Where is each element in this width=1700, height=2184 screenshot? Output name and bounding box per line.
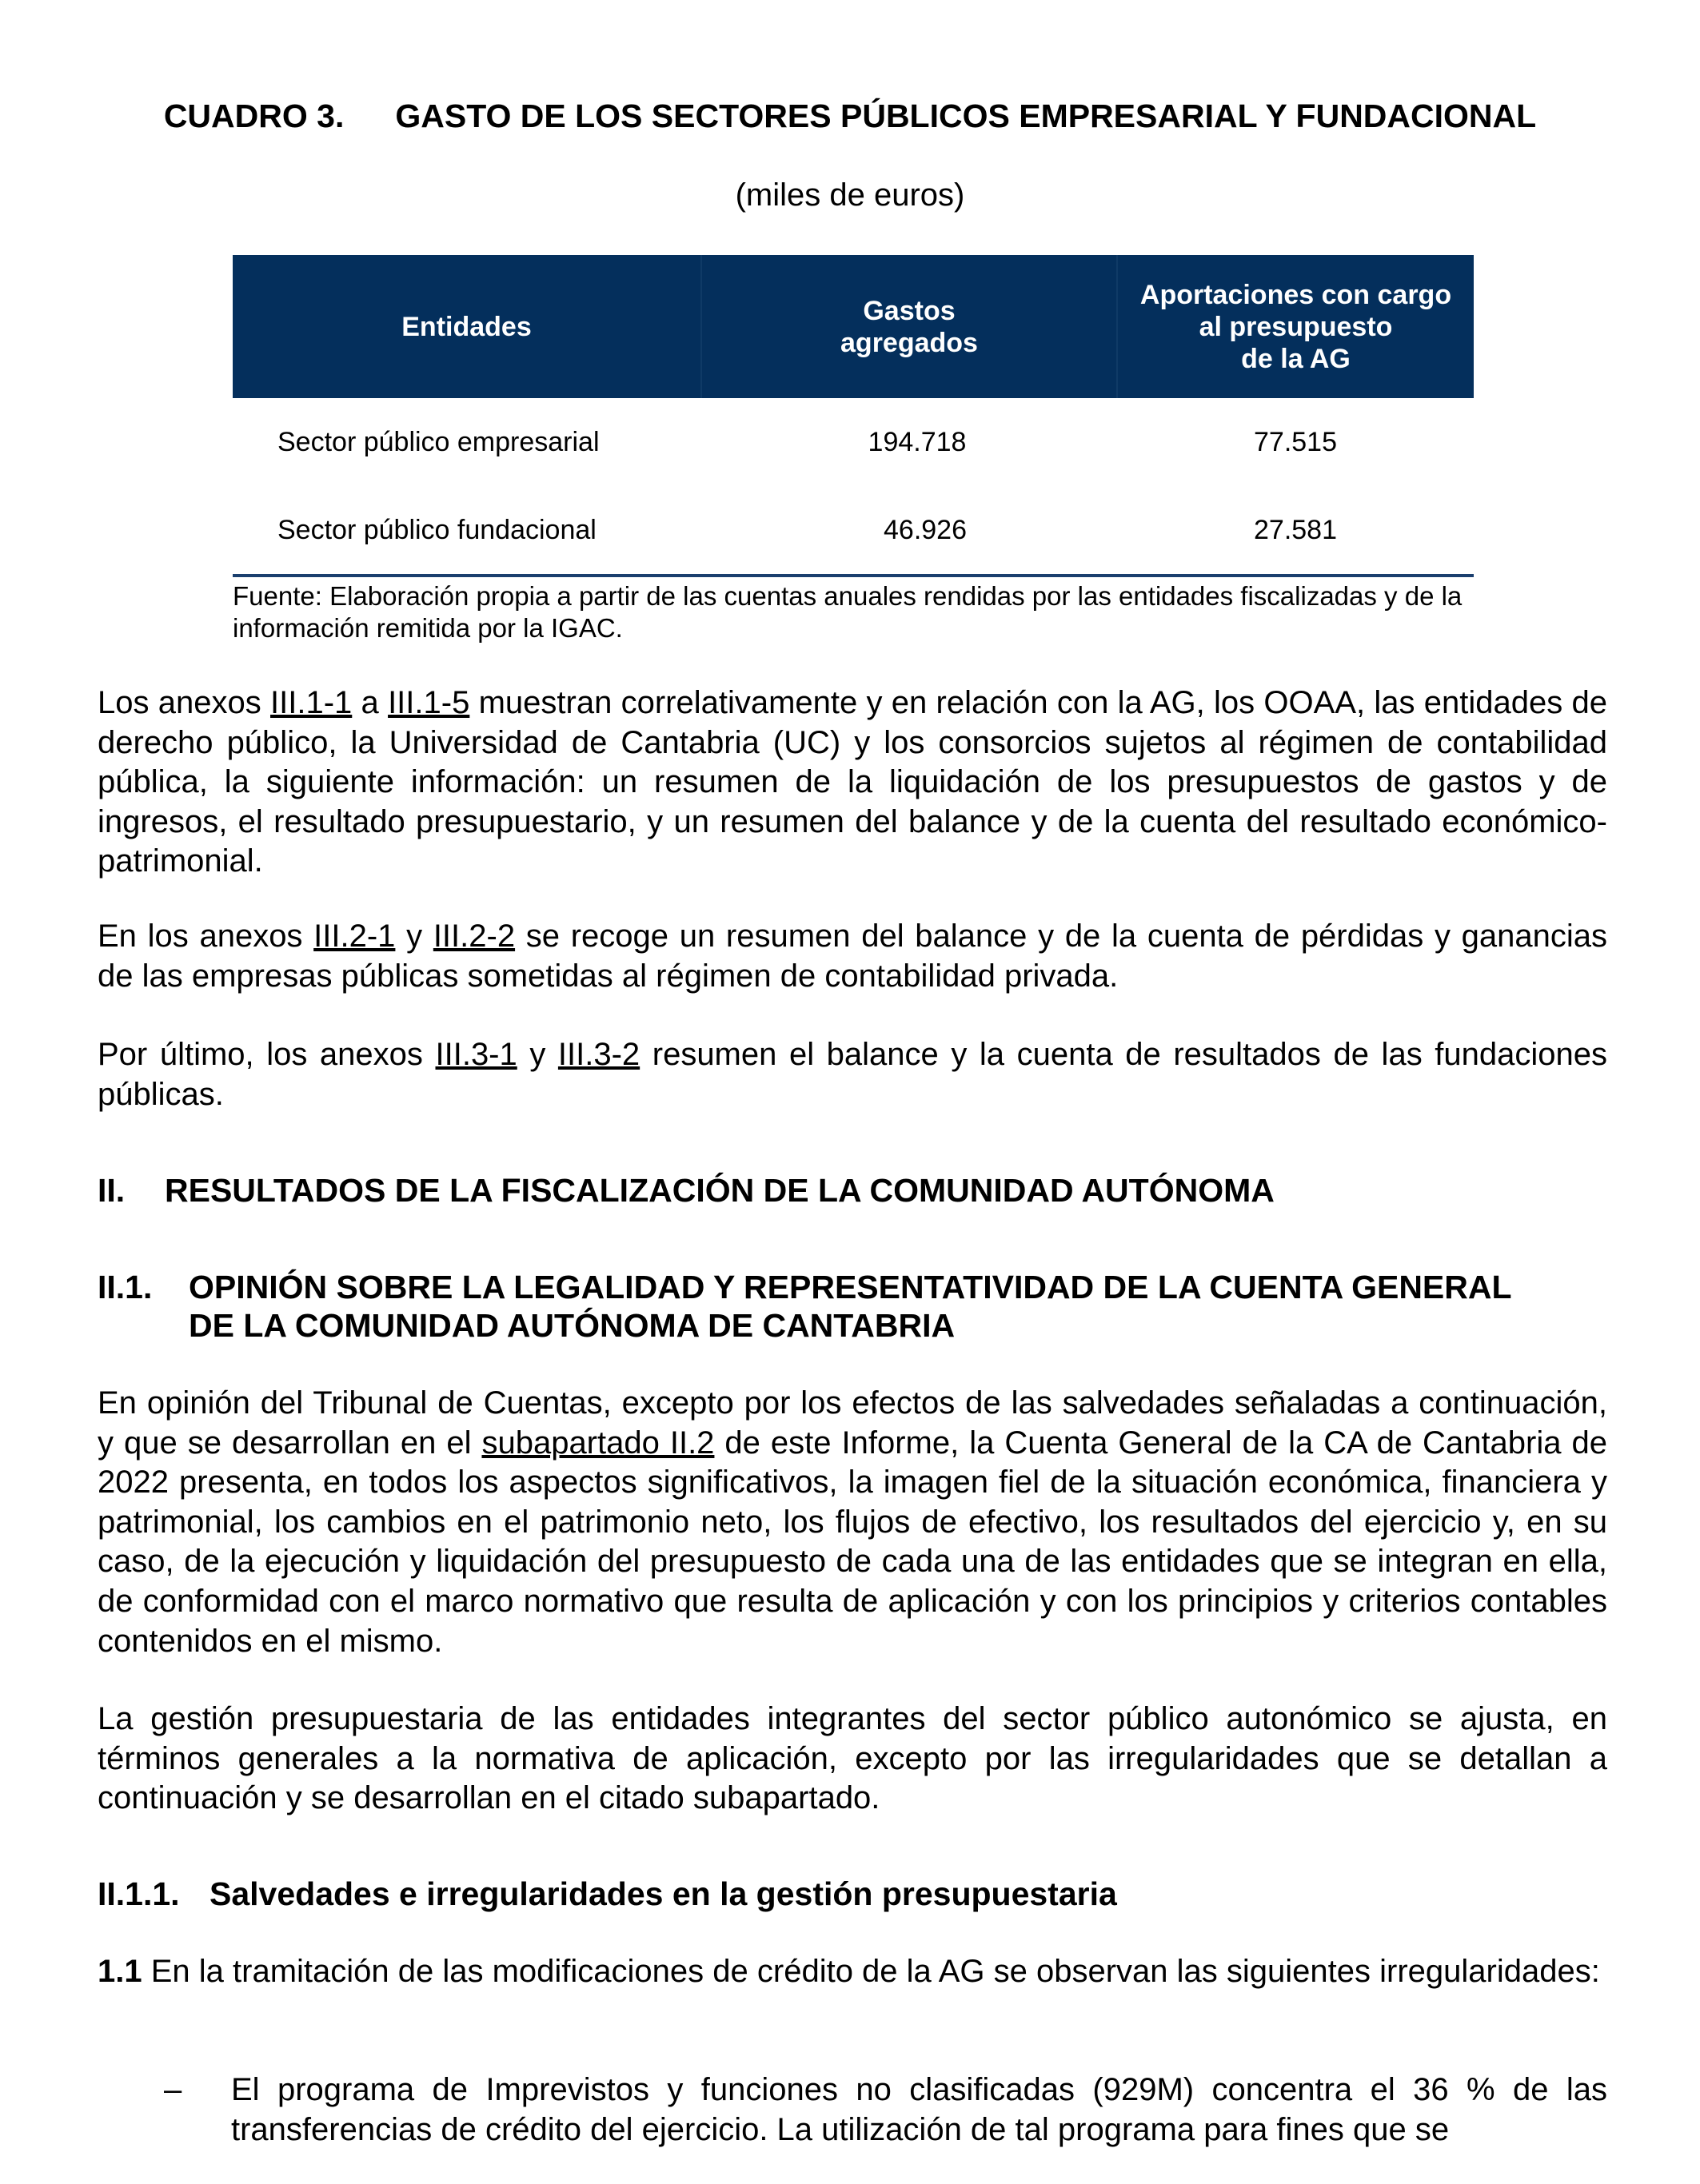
bullet-dash: – (164, 2072, 182, 2107)
text: y (517, 1037, 558, 1072)
heading-text: DE LA COMUNIDAD AUTÓNOMA DE CANTABRIA (189, 1307, 956, 1344)
table-title-text: GASTO DE LOS SECTORES PÚBLICOS EMPRESARIAL Y FUNDACIONAL (395, 98, 1537, 134)
text: Por último, los anexos (98, 1037, 436, 1072)
heading-number: II.1. (98, 1269, 153, 1305)
bullet-item: El programa de Imprevistos y funciones no clasificadas (929M) concentra el 36 % de las transferencias de crédito del ejercicio. La utilización de tal programa para fines que se (231, 2072, 1607, 2147)
text: En los anexos (98, 919, 314, 954)
cell-aportaciones: 27.581 (1117, 486, 1474, 576)
heading-section-ii (98, 1171, 1607, 1210)
header-line: Aportaciones con cargo (1139, 279, 1452, 310)
header-line: de la AG (1241, 343, 1351, 374)
paragraph-1-1 (98, 1952, 1607, 1992)
paragraph-annexes-2 (98, 917, 1607, 996)
text: se recoge un resumen del balance y de la cuenta de pérdidas y ganancias de las empresas públicas sometidas al régimen de contabilidad privada. (98, 919, 1608, 994)
heading-section-ii-1 (98, 1268, 1607, 1345)
cell-entity: Sector público fundacional (233, 486, 701, 576)
paragraph-annexes-3 (98, 1035, 1607, 1114)
table-units: (miles de euros) (735, 177, 965, 213)
link-annex-iii-1-5[interactable]: III.1-5 (388, 685, 470, 720)
heading-number: II. (98, 1172, 126, 1209)
link-annex-iii-3-2[interactable]: III.3-2 (557, 1037, 640, 1072)
heading-text: OPINIÓN SOBRE LA LEGALIDAD Y REPRESENTATIVIDAD DE LA CUENTA GENERAL (189, 1269, 1512, 1305)
heading-section-ii-1-1 (98, 1875, 1607, 1913)
link-annex-iii-2-1[interactable]: III.2-1 (313, 919, 396, 954)
item-number: 1.1 (98, 1954, 142, 1989)
table-header-row (233, 255, 1474, 398)
header-line: agregados (840, 327, 978, 358)
text: resumen el balance y la cuenta de resultados de las fundaciones públicas. (98, 1037, 1607, 1112)
paragraph-gestion: La gestión presupuestaria de las entidades integrantes del sector público autonómico se ajusta, en términos generales a la normativa de aplicación, excepto por las irregularidades que se detallan a continuación y se desarrollan en el citado subapartado. (98, 1701, 1607, 1816)
table-title (0, 98, 1700, 135)
expense-table (233, 255, 1474, 577)
link-annex-iii-2-2[interactable]: III.2-2 (433, 919, 516, 954)
link-annex-iii-1-1[interactable]: III.1-1 (270, 685, 353, 720)
heading-text: Salvedades e irregularidades en la gestión presupuestaria (210, 1875, 1117, 1912)
header-line: al presupuesto (1199, 311, 1393, 342)
header-entidades: Entidades (233, 255, 701, 398)
paragraph-opinion (98, 1384, 1607, 1661)
cell-aportaciones: 77.515 (1254, 426, 1337, 457)
text: y (395, 919, 433, 954)
header-line: Gastos (863, 295, 956, 326)
header-aportaciones (1117, 255, 1474, 398)
text: Los anexos (98, 685, 271, 720)
text: En la tramitación de las modificaciones de crédito de la AG se observan las siguientes irregularidades: (142, 1954, 1600, 1989)
text: a (352, 685, 389, 720)
paragraph-annexes-1 (98, 683, 1607, 882)
cell-entity: Sector público empresarial (277, 426, 600, 457)
heading-number: II.1.1. (98, 1875, 180, 1912)
heading-text: RESULTADOS DE LA FISCALIZACIÓN DE LA COMUNIDAD AUTÓNOMA (165, 1172, 1275, 1209)
cell-gastos: 46.926 (701, 486, 1117, 576)
text: En opinión del Tribunal de Cuentas, excepto por los efectos de las salvedades señaladas a continuación, y que se desarrollan en el (98, 1385, 1607, 1461)
header-gastos (701, 255, 1117, 398)
table-row (233, 398, 1474, 486)
table-source: Fuente: Elaboración propia a partir de las cuentas anuales rendidas por las entidades fiscalizadas y de la información remitida por la IGAC. (233, 581, 1463, 643)
text: muestran correlativamente y en relación con la AG, los OOAA, las entidades de derecho público, la Universidad de Cantabria (UC) y los consorcios sujetos al régimen de contabilidad pública, la siguiente información: un resumen de la liquidación de los presupuestos de gastos y de ingresos, el resultado presupuestario, y un resumen del balance y de la cuenta del resultado económico-patrimonial. (98, 685, 1607, 879)
text: de este Informe, la Cuenta General de la CA de Cantabria de 2022 presenta, en todos los aspectos significativos, la imagen fiel de la situación económica, financiera y patrimonial, los cambios en el patrimonio neto, los flujos de efectivo, los resultados del ejercicio y, en su caso, de la ejecución y liquidación del presupuesto de cada una de las entidades que se integran en ella, de conformidad con el marco normativo que resulta de aplicación y con los principios y criterios contables contenidos en el mismo. (98, 1425, 1607, 1659)
table-number: CUADRO 3. (163, 98, 345, 134)
table-row (233, 486, 1474, 576)
link-annex-iii-3-1[interactable]: III.3-1 (435, 1037, 517, 1072)
cell-gastos: 194.718 (868, 426, 967, 457)
link-subapartado-ii-2[interactable]: subapartado II.2 (481, 1425, 715, 1461)
